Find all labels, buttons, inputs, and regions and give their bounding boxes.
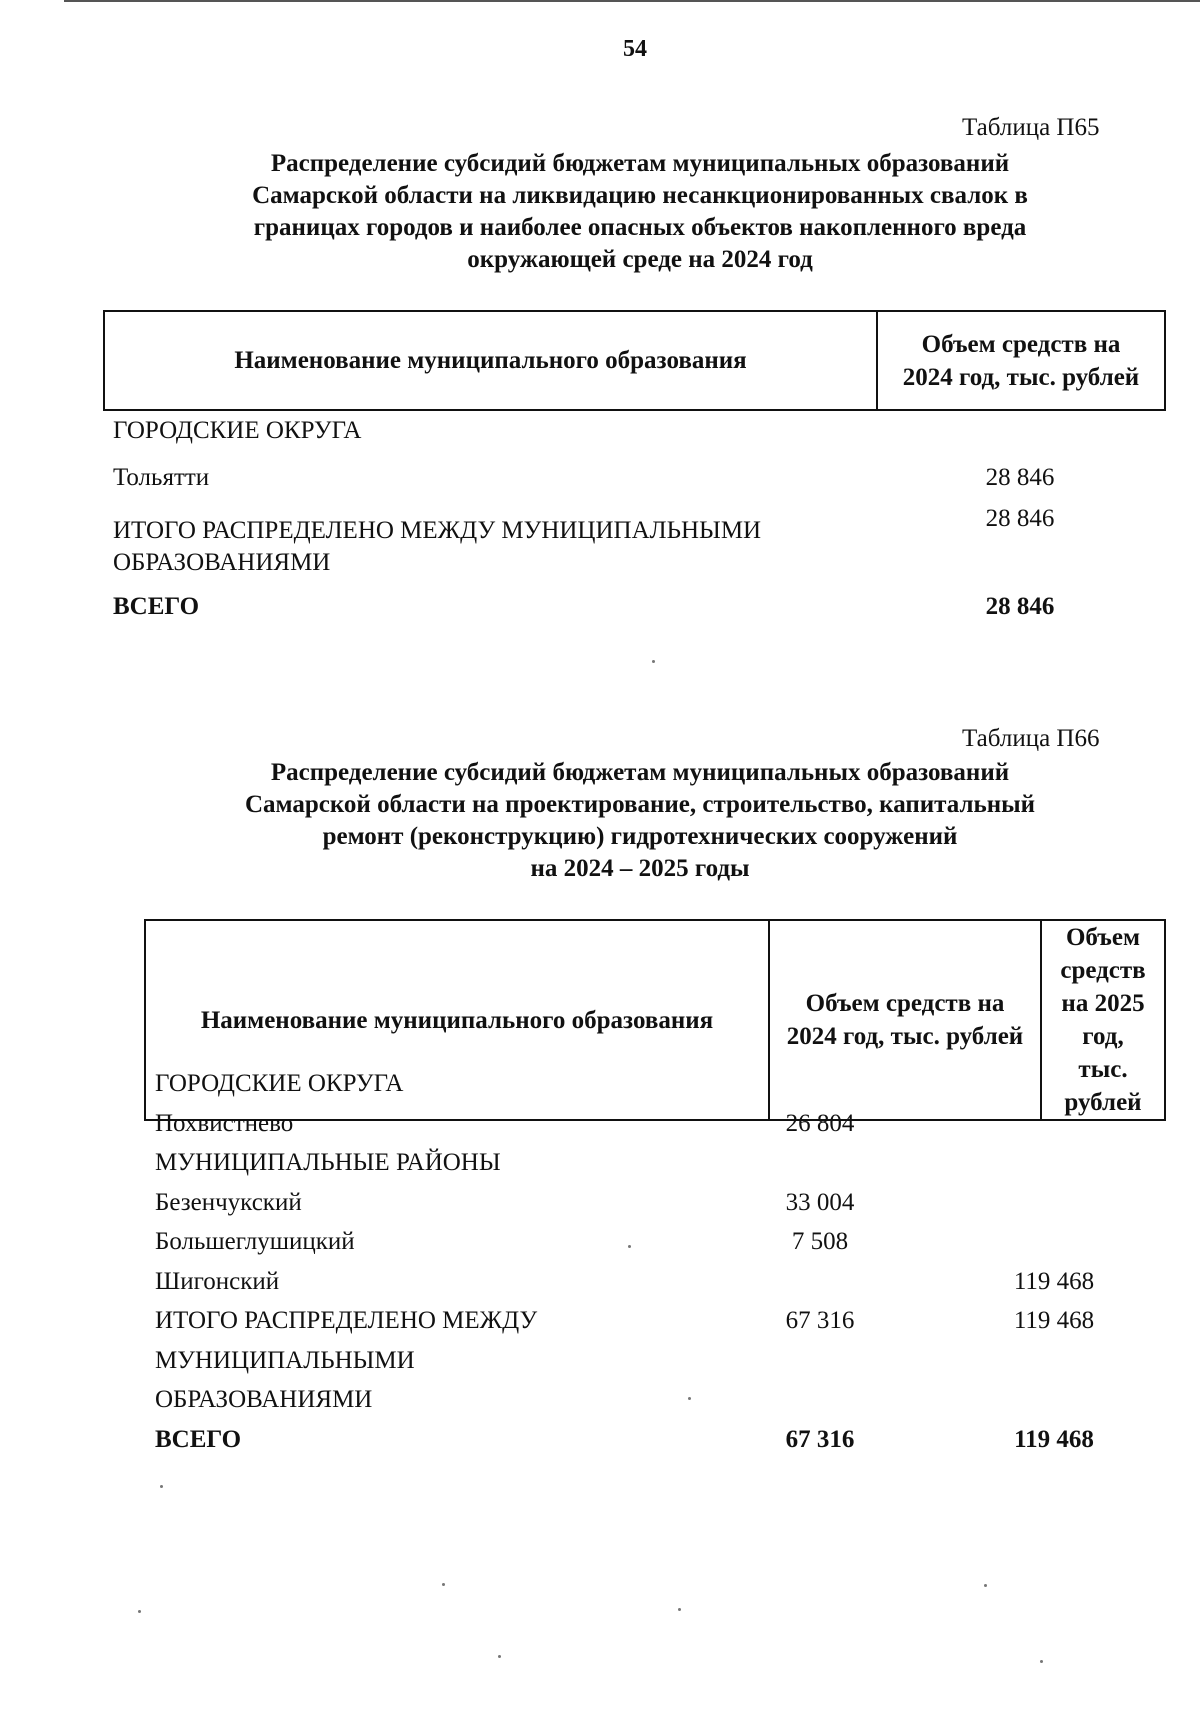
scan-speck <box>652 660 655 663</box>
table-p65-title-line-1: Распределение субсидий бюджетам муниципальных образований <box>270 150 1010 177</box>
scan-speck <box>442 1583 445 1586</box>
table-p65-row-value-2024: 28 846 <box>985 505 1055 532</box>
top-border-line <box>64 0 1200 2</box>
scan-speck <box>628 1245 631 1248</box>
table-p66-title-line-3: ремонт (реконструкцию) гидротехнических сооружений <box>322 823 958 850</box>
scan-speck <box>498 1655 501 1658</box>
table-p66-title <box>140 757 1140 885</box>
scan-speck <box>138 1610 141 1613</box>
table-p65-header-name: Наименование муниципального образования <box>104 311 877 410</box>
table-p65-label: Таблица П65 <box>962 114 1100 141</box>
table-p65-row-name: ГОРОДСКИЕ ОКРУГА <box>113 417 362 444</box>
table-p65-row-name-cont: ОБРАЗОВАНИЯМИ <box>113 549 331 576</box>
table-p66-row-value-2025: 119 468 <box>1013 1268 1095 1295</box>
table-p66-row-value-2024: 26 804 <box>785 1110 855 1137</box>
table-p66-row-value-2024: 7 508 <box>791 1228 849 1255</box>
table-p65-title-line-3: границах городов и наиболее опасных объектов накопленного вреда <box>253 214 1027 241</box>
table-p65-total-label: ВСЕГО <box>113 593 200 620</box>
table-p65-row-name: ИТОГО РАСПРЕДЕЛЕНО МЕЖДУ МУНИЦИПАЛЬНЫМИ <box>113 517 762 544</box>
table-p66-header-2024: Объем средств на 2024 год, тыс. рублей <box>769 920 1041 1120</box>
scan-speck <box>160 1485 163 1488</box>
table-p66-row-value-2025: 119 468 <box>1013 1307 1095 1334</box>
table-p66-total-label: ВСЕГО <box>155 1426 242 1453</box>
table-p66-row-name-cont: ОБРАЗОВАНИЯМИ <box>155 1386 373 1413</box>
table-p65-total-value-2024: 28 846 <box>985 593 1055 620</box>
table-p66-row-name: Шигонский <box>155 1268 280 1295</box>
table-p66-total-value-2024: 67 316 <box>785 1426 855 1453</box>
table-p66-title-line-4: на 2024 – 2025 годы <box>530 855 750 882</box>
scan-speck <box>1040 1660 1043 1663</box>
table-p65-title-line-2: Самарской области на ликвидацию несанкционированных свалок в <box>252 182 1028 209</box>
table-p66-row-name: ИТОГО РАСПРЕДЕЛЕНО МЕЖДУ <box>155 1307 538 1334</box>
table-p66-row-name: Большеглушицкий <box>155 1228 355 1255</box>
table-p66-row-name: Похвистнево <box>155 1110 294 1137</box>
table-p65-title-line-4: окружающей среде на 2024 год <box>467 246 813 273</box>
table-p66-row-value-2024: 33 004 <box>785 1189 855 1216</box>
table-p65-row-name: Тольятти <box>113 464 210 491</box>
scan-speck <box>678 1608 681 1611</box>
page-number: 54 <box>623 36 647 62</box>
table-p65-header <box>103 310 1166 411</box>
table-p66-row-value-2024: 67 316 <box>785 1307 855 1334</box>
table-p65-row-value-2024: 28 846 <box>985 464 1055 491</box>
table-p66-total-value-2025: 119 468 <box>1014 1426 1094 1453</box>
table-p66-row-name: ГОРОДСКИЕ ОКРУГА <box>155 1070 404 1097</box>
table-p66-row-name-cont: МУНИЦИПАЛЬНЫМИ <box>155 1347 415 1374</box>
table-p65-header-2024: Объем средств на 2024 год, тыс. рублей <box>877 311 1165 410</box>
table-p66-label: Таблица П66 <box>962 725 1100 752</box>
scan-speck <box>688 1397 691 1400</box>
table-p65-title <box>140 148 1140 276</box>
scan-speck <box>984 1584 987 1587</box>
table-p66-row-name: МУНИЦИПАЛЬНЫЕ РАЙОНЫ <box>155 1149 501 1176</box>
table-p66-header-2025: Объем средств на 2025 год, тыс. рублей <box>1041 920 1165 1120</box>
table-p66-header-name: Наименование муниципального образования <box>145 920 769 1120</box>
table-p66-title-line-1: Распределение субсидий бюджетам муниципальных образований <box>270 759 1010 786</box>
table-p66-title-line-2: Самарской области на проектирование, строительство, капитальный <box>244 791 1036 818</box>
table-p66-row-name: Безенчукский <box>155 1189 302 1216</box>
